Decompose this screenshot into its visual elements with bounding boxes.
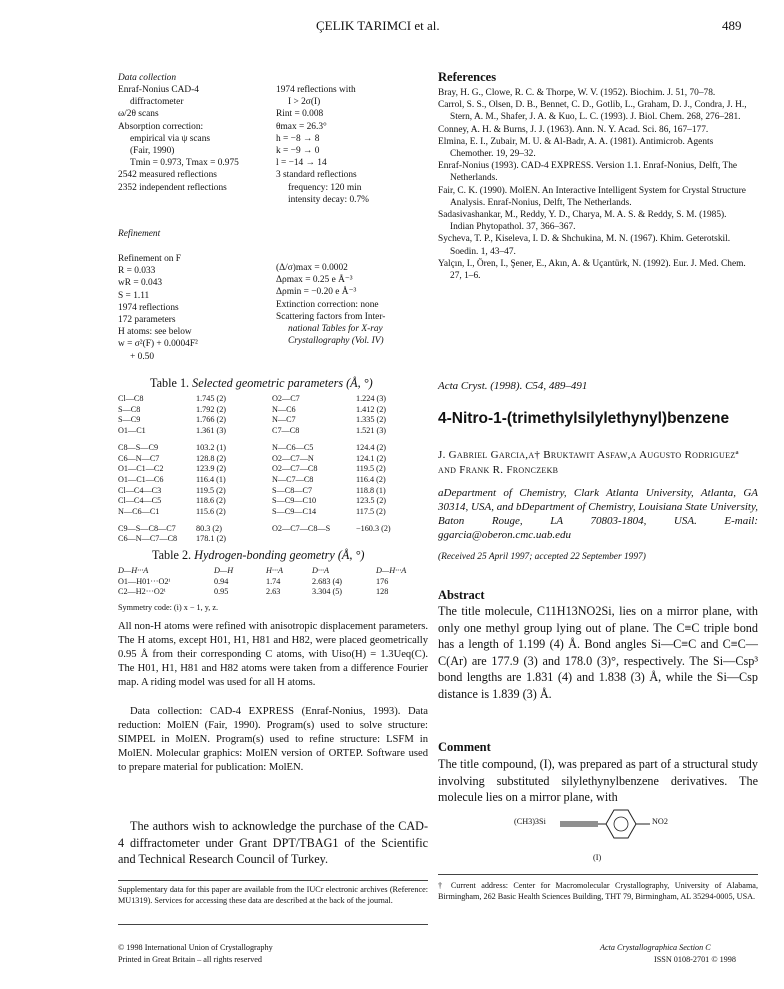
- data-collection-heading: Data collection: [118, 73, 177, 83]
- dc-line: 3 standard reflections: [276, 170, 357, 181]
- footer-rule-left: [118, 924, 428, 925]
- table-row: S—C9 1.766 (2) N—C7 1.335 (2): [118, 415, 387, 425]
- acknowledgement: The authors wish to acknowledge the purchase of the CAD-4 diffractometer under Grant DPT/TBAG1 of the Scientific and Technical Research Council of Turkey.: [118, 819, 428, 866]
- table-row: Cl—C4—C3 119.5 (2) S—C8—C7 118.8 (1): [118, 485, 386, 495]
- refinement-right: [276, 262, 431, 347]
- ref-line: national Tables for X-ray: [288, 324, 383, 335]
- footer-copyright: © 1998 International Union of Crystallography: [118, 943, 273, 952]
- table-row: O1—C1—C6 116.4 (1) N—C7—C8 116.4 (2): [118, 474, 386, 484]
- ref-line: Δρmin = −0.20 e Å⁻³: [276, 287, 357, 298]
- refinement-left: [118, 253, 278, 363]
- footnote-rule-left: [118, 880, 428, 881]
- ref-line: Extinction correction: none: [276, 299, 379, 310]
- table2: [118, 566, 428, 613]
- dc-line: (Fair, 1990): [130, 146, 175, 157]
- dc-line: empirical via ψ scans: [130, 133, 211, 144]
- table1: [118, 394, 428, 545]
- refinement-heading: Refinement: [118, 229, 161, 239]
- programs-paragraph: Data collection: CAD-4 EXPRESS (Enraf-Nonius, 1993). Data reduction: MolEN (Fair, 1990). Program(s) used to solve structure: SIMPEL in MolEN. Program(s) used to refine structure: LSFM in MolEN. Molecular graphics: MolEN version of ORTEP. Software used to prepare material for publication: MolEN.: [118, 706, 428, 773]
- dc-line: 1974 reflections with: [276, 85, 356, 95]
- dc-line: Enraf-Nonius CAD-4: [118, 85, 199, 95]
- ref-line: + 0.50: [130, 351, 155, 362]
- footer-issn: ISSN 0108-2701 © 1998: [654, 955, 736, 964]
- table2-caption: [152, 548, 364, 563]
- chemical-scheme: [510, 802, 710, 848]
- table-row: O1—H01···O2ⁱ 0.94 1.74 2.683 (4) 176: [118, 576, 389, 586]
- ref-line: Crystallography (Vol. IV): [288, 336, 384, 347]
- table-row: O1—C1 1.361 (3) C7—C8 1.521 (3): [118, 426, 387, 436]
- table-row: N—C6—C1 115.6 (2) S—C9—C14 117.5 (2): [118, 507, 386, 517]
- table-row: C6—N—C7 128.8 (2) O2—C7—N 124.1 (2): [118, 453, 387, 463]
- table1-caption-prefix: Table 1.: [150, 376, 190, 390]
- table-row: Cl—C8 1.745 (2) O2—C7 1.224 (3): [118, 394, 387, 403]
- dc-line: diffractometer: [130, 97, 184, 108]
- article-title: 4-Nitro-1-(trimethylsilylethynyl)benzene: [438, 410, 730, 427]
- ref-line: w = σ²(F) + 0.0004F²: [118, 339, 198, 350]
- comment-heading: Comment: [438, 740, 491, 754]
- dc-line: θmax = 26.3°: [276, 121, 327, 132]
- running-title: ÇELIK TARIMCI et al.: [316, 18, 440, 33]
- ref-line: S = 1.11: [118, 290, 150, 301]
- reference-item: Bray, H. G., Clowe, R. C. & Thorpe, W. V. (1952). Biochim. J. 51, 70–78.: [438, 88, 716, 98]
- footer-printed: Printed in Great Britain – all rights reserved: [118, 955, 262, 964]
- table2-caption-title: Hydrogen-bonding geometry (Å, °): [194, 548, 365, 562]
- reference-item: Carrol, S. S., Olsen, D. B., Bennet, C. D., Gotlib, L., Graham, D. J., Condra, J. H., Stern, A. M., Shafer, J. A. & Kuo, L. C. (1993). J. Biol. Chem. 268, 276–281.: [438, 100, 747, 123]
- table-row: C8—S—C9 103.2 (1) N—C6—C5 124.4 (2): [118, 442, 387, 452]
- ref-line: (Δ/σ)max = 0.0002: [276, 263, 348, 273]
- article-authors: J. Gabriel Garcia,a† Bruktawit Asfaw,a Augusto Rodriguezª and Frank R. Fronczekb: [438, 449, 739, 476]
- abstract-text: The title molecule, C11H13NO2Si, lies on a mirror plane, with only one methyl group lying out of plane. The C≡C triple bond has a length of 1.199 (4) Å. Bond angles Si—C≡C and C≡C—C(Ar) are 177.9 (3) and 178.0 (3)°, respectively. The Si—Csp³ bond lengths are 1.831 (4) and 1.838 (3) Å, while the Si—Csp distance is 1.839 (3) Å.: [438, 604, 758, 701]
- dc-line: Tmin = 0.973, Tmax = 0.975: [130, 158, 239, 169]
- dc-line: h = −8 → 8: [276, 133, 320, 144]
- reference-item: Yalçın, I., Ören, I., Şener, E., Akın, A. & Uçantürk, N. (1992). Eur. J. Med. Chem. 27, 1–6.: [438, 258, 746, 282]
- table-row: S—C8 1.792 (2) N—C6 1.412 (2): [118, 404, 387, 414]
- article-received: (Received 25 April 1997; accepted 22 September 1997): [438, 552, 646, 562]
- dc-line: k = −9 → 0: [276, 146, 320, 157]
- references-list: [438, 87, 750, 282]
- article-citation: Acta Cryst. (1998). C54, 489–491: [438, 380, 588, 392]
- dc-line: ω/2θ scans: [118, 109, 159, 120]
- reference-item: Elmina, E. I., Zubair, M. U. & Al-Badr, A. A. (1981). Antimicrob. Agents Chemother. 19, 29–32.: [438, 136, 714, 160]
- article-affiliation: aDepartment of Chemistry, Clark Atlanta University, Atlanta, GA 30314, USA, and bDepartment of Chemistry, Louisiana State University, Baton Rouge, LA 70803-1804, USA. E-mail: ggarcia@oberon.cmc.uab.edu: [438, 487, 758, 541]
- dc-line: l = −14 → 14: [276, 158, 327, 169]
- ref-line: Δρmax = 0.25 e Å⁻³: [276, 275, 353, 286]
- reference-item: Conney, A. H. & Burns, J. J. (1963). Ann. N. Y. Acad. Sci. 86, 167–177.: [438, 124, 709, 135]
- data-collection-left: [118, 84, 283, 194]
- current-address-footnote: † Current address: Center for Macromolecular Crystallography, University of Alabama, Birmingham, 262 Basic Health Sciences Building, THT 79, Birmingham, AL 35294-0005, USA.: [438, 881, 758, 901]
- table2-symmetry-code: Symmetry code: (i) x − 1, y, z.: [118, 603, 219, 613]
- ref-line: H atoms: see below: [118, 327, 192, 338]
- table1-caption: [150, 376, 373, 391]
- dc-line: intensity decay: 0.7%: [288, 194, 369, 205]
- footer-journal: Acta Crystallographica Section C: [600, 943, 711, 952]
- reference-item: Sadasivashankar, M., Reddy, Y. D., Charya, M. A. S. & Reddy, S. M. (1985). Indian Phytopathol. 37, 366–367.: [438, 210, 727, 233]
- table-row: O1—C1—C2 123.9 (2) O2—C7—C8 119.5 (2): [118, 464, 386, 474]
- reference-item: Fair, C. K. (1990). MolEN. An Interactive Intelligent System for Crystal Structure Analysis. Enraf-Nonius, Delft, The Netherlands.: [438, 185, 746, 208]
- dc-line: frequency: 120 min: [288, 182, 362, 193]
- comment-text: The title compound, (I), was prepared as part of a structural study involving substituted silylethynylbenzene derivatives. The molecule lies on a mirror plane, with: [438, 757, 758, 804]
- page-number: 489: [722, 18, 742, 33]
- table-row: C6—N—C7—C8 178.1 (2): [118, 534, 227, 544]
- footnote-rule-right: [438, 874, 758, 875]
- table2-caption-prefix: Table 2.: [152, 548, 192, 562]
- table-header-row: D—H···A D—H H···A D···A D—H···A: [118, 566, 407, 575]
- reference-item: Sycheva, T. P., Kiseleva, I. D. & Shchukina, M. N. (1967). Khim. Geterotskil. Soedin. 1, 43–47.: [438, 234, 731, 257]
- reference-item: Enraf-Nonius (1993). CAD-4 EXPRESS. Version 1.1. Enraf-Nonius, Delft, The Netherlands.: [438, 161, 738, 184]
- abstract-heading: Abstract: [438, 588, 485, 602]
- dc-line: 2542 measured reflections: [118, 170, 217, 181]
- scheme-trimethylsilyl-label: (CH3)3Si: [514, 817, 546, 826]
- table-row: Cl—C4—C5 118.6 (2) S—C9—C10 123.5 (2): [118, 496, 387, 506]
- dc-line: I > 2σ(I): [288, 97, 321, 108]
- ref-line: R = 0.033: [118, 266, 156, 277]
- ref-line: Refinement on F: [118, 254, 182, 264]
- table1-caption-title: Selected geometric parameters (Å, °): [192, 376, 373, 390]
- table-row: C2—H2···O2ⁱ 0.95 2.63 3.304 (5) 128: [118, 587, 389, 597]
- dc-line: Rint = 0.008: [276, 109, 324, 120]
- dc-line: 2352 independent reflections: [118, 182, 227, 193]
- ref-line: 172 parameters: [118, 315, 176, 326]
- scheme-nitro-label: NO2: [652, 817, 668, 826]
- ref-line: wR = 0.043: [118, 278, 163, 289]
- ref-line: Scattering factors from Inter-: [276, 311, 386, 322]
- table1-group-angles: [118, 443, 428, 518]
- table1-group-bonds: [118, 394, 428, 437]
- ref-line: 1974 reflections: [118, 302, 179, 313]
- references-heading: References: [438, 70, 497, 84]
- table1-group-torsions: [118, 524, 428, 545]
- dc-line: Absorption correction:: [118, 121, 204, 132]
- data-collection-right: [276, 84, 426, 206]
- table-row: C9—S—C8—C7 80.3 (2) O2—C7—C8—S −160.3 (2): [118, 523, 391, 533]
- refinement-details-paragraph: All non-H atoms were refined with anisotropic displacement parameters. The H atoms, except H01, H1, H81 and H82, were placed geometrically 0.95 Å from their corresponding C atoms, with Uiso(H) = 1.3Ueq(C). The H01, H1, H81 and H82 atoms were taken from a difference Fourier map. A riding model was used for all H atoms.: [118, 621, 428, 688]
- scheme-compound-label: (I): [593, 853, 602, 862]
- supplementary-note: Supplementary data for this paper are available from the IUCr electronic archives (Reference: MU1319). Services for accessing these data are described at the back of the journal.: [118, 885, 428, 905]
